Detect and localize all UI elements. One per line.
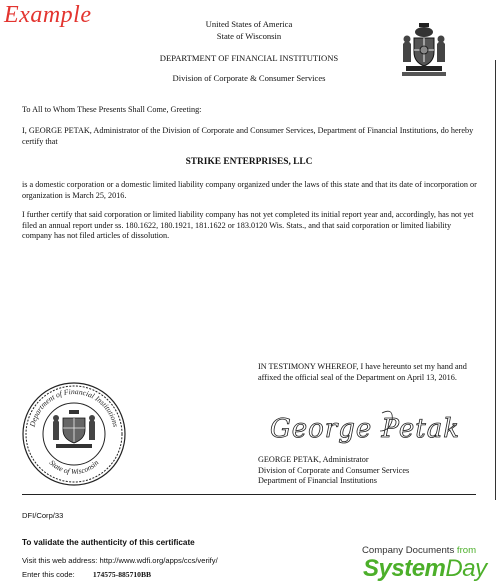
svg-text:State of Wisconsin <box>48 458 101 476</box>
seal-coat-of-arms-icon <box>53 410 95 448</box>
verify-code-value: 174575-885710BB <box>92 570 152 579</box>
admin-department: Department of Financial Institutions <box>258 476 377 486</box>
official-seal <box>20 380 128 488</box>
header-department: DEPARTMENT OF FINANCIAL INSTITUTIONS <box>159 53 339 63</box>
paragraph-incorporation: is a domestic corporation or a domestic limited liability company organized under the laws of this state and that its date of incorporation or organization is March 25, 2016. <box>22 180 477 200</box>
signature-text: George Petak <box>270 414 460 444</box>
header-country: United States of America <box>205 19 293 29</box>
logo-system: System <box>363 555 446 582</box>
header-state: State of Wisconsin <box>216 31 282 41</box>
seal-top-text: Department of Financial Institutions <box>27 386 121 428</box>
verify-code-line <box>22 570 151 579</box>
example-watermark: Example <box>4 2 92 28</box>
page-border-right <box>495 60 496 500</box>
company-name: STRIKE ENTERPRISES, LLC <box>185 157 313 167</box>
brand-tagline-text: Company Documents <box>362 545 455 556</box>
admin-name-title: GEORGE PETAK, Administrator <box>258 455 369 464</box>
footer-divider <box>22 494 476 495</box>
form-id: DFI/Corp/33 <box>22 511 64 520</box>
paragraph-report-status: I further certify that said corporation or limited liability company has not yet completed its initial report year and, accordingly, has not yet filed an annual report under ss. 180.1622, 180.1921, 181.1622 or 183.0120 Wis. Stats., and that said corporation or limited liability company has not filed articles of dissolution. <box>22 210 474 240</box>
systemday-logo <box>363 555 487 583</box>
logo-day: Day <box>445 555 487 582</box>
certify-intro: I, GEORGE PETAK, Administrator of the Division of Corporate and Consumer Services, Department of Financial Institutions, do hereby certify that <box>22 126 474 146</box>
verify-web-line[interactable]: Visit this web address: http://www.wdfi.org/apps/ccs/verify/ <box>22 556 218 565</box>
signature-image <box>262 405 482 449</box>
admin-division: Division of Corporate and Consumer Services <box>258 465 410 475</box>
verify-code-label: Enter this code: <box>22 570 75 579</box>
greeting: To All to Whom These Presents Shall Come, Greeting: <box>22 105 202 114</box>
brand-tagline-from: from <box>456 545 477 556</box>
header-division: Division of Corporate & Consumer Services <box>172 73 326 83</box>
validate-title: To validate the authenticity of this certificate <box>22 538 195 547</box>
wisconsin-coat-of-arms-icon <box>398 22 450 78</box>
testimony-text: IN TESTIMONY WHEREOF, I have hereunto set my hand and affixed the official seal of the Department on April 13, 2016. <box>258 362 467 382</box>
administrator-block <box>258 455 483 487</box>
seal-bottom-text: State of Wisconsin <box>47 458 101 476</box>
